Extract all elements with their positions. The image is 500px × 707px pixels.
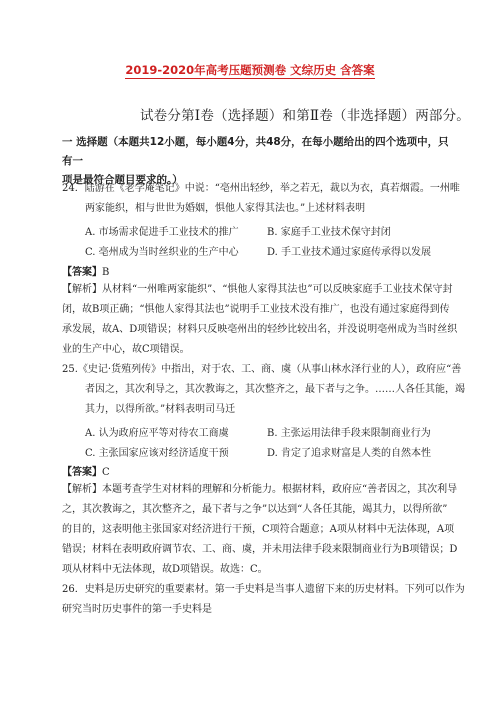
- q25-answer: [62, 463, 110, 478]
- q25-answer-value: C: [102, 467, 110, 478]
- q25-stem-line-2: 者因之，其次利导之，其次教诲之，其次整齐之，最下者与之争。……人各任其能，竭: [85, 384, 465, 395]
- q26-stem-line-1: 26．史料是历史研究的重要素材。第一手史料是当事人遗留下来的历史材料。下列可以作为: [62, 584, 465, 595]
- q24-answer: [62, 263, 109, 278]
- q25-option-b: B. 主张运用法律手段来限制商业行为: [267, 428, 431, 439]
- q24-answer-label: 【答案】: [62, 267, 102, 278]
- q25-option-a: A. 认为政府应平等对待农工商虞: [85, 428, 229, 439]
- q24-analysis-line-4: 业的生产中心，故C项错误。: [62, 344, 190, 355]
- q26-stem-line-2: 研究当时历史事件的第一手史料是: [62, 604, 212, 615]
- section-heading-line-1: 一 选择题（本题共12小题，每小题4分，共48分，在每小题给出的四个选项中，只有一: [62, 136, 449, 167]
- q24-stem-line-1: 24．陆游在《老学庵笔记》中说：“亳州出轻纱，举之若无，裁以为衣，真若烟霞。一州唯: [62, 183, 460, 194]
- q24-analysis-line-1: 【解析】从材料“一州唯两家能织”、“惧他人家得其法也”可以反映家庭手工业技术保守封: [62, 284, 453, 295]
- q24-option-a: A. 市场需求促进手工业技术的推广: [85, 227, 239, 238]
- q25-option-d: D. 肯定了追求财富是人类的自然本性: [267, 448, 432, 459]
- q25-analysis-line-2: 之，其次教诲之，其次整齐之，最下者与之争”以达到“人各任其能，竭其力，以得所欲”: [62, 504, 448, 515]
- q25-stem-line-3: 其力，以得所欲。”材料表明司马迁: [85, 404, 236, 415]
- q25-analysis-line-3: 的目的，这表明他主张国家对经济进行干预，C项符合题意；A项从材料中无法体现，A项: [62, 524, 455, 535]
- q25-analysis-line-1: 【解析】本题考查学生对材料的理解和分析能力。根据材料，政府应“善者因之，其次利导: [62, 484, 458, 495]
- document-title-text: 2019-2020年高考压题预测卷 文综历史 含答案: [125, 63, 375, 77]
- q24-stem-line-2: 两家能织，相与世世为婚姻，惧他人家得其法也。”上述材料表明: [85, 203, 366, 214]
- q24-answer-value: B: [102, 267, 110, 278]
- q24-analysis-line-3: 承发展，故A、D项错误；材料只反映亳州出的轻纱比较出名，并没说明亳州成为当时丝织: [62, 324, 458, 335]
- section-heading-line-2: 项是最符合题目要求的。）: [62, 174, 183, 186]
- q25-answer-label: 【答案】: [62, 467, 102, 478]
- q25-option-c: C. 主张国家应该对经济适度干预: [85, 448, 229, 459]
- q25-analysis-line-5: 项从材料中无法体现，故D项错误。故选：C。: [62, 564, 268, 575]
- q24-option-c: C. 亳州成为当时丝织业的生产中心: [85, 247, 239, 258]
- q24-analysis-line-2: 闭，故B项正确；“惧他人家得其法也”说明手工业技术没有推广，也没有通过家庭得到传: [62, 304, 450, 315]
- q24-option-d: D. 手工业技术通过家庭传承得以发展: [267, 247, 432, 258]
- document-subtitle: 试卷分第Ⅰ卷（选择题）和第Ⅱ卷（非选择题）两部分。: [139, 108, 470, 124]
- q25-analysis-line-4: 错误；材料在表明政府调节农、工、商、虞，并未用法律手段来限制商业行为B项错误；D: [62, 544, 458, 555]
- document-title: [0, 62, 500, 78]
- q25-stem-line-1: 25.《史记·货殖列传》中指出，对于农、工、商、虞（从事山林水泽行业的人），政府应“善: [62, 364, 462, 375]
- q24-option-b: B. 家庭手工业技术保守封闭: [267, 227, 391, 238]
